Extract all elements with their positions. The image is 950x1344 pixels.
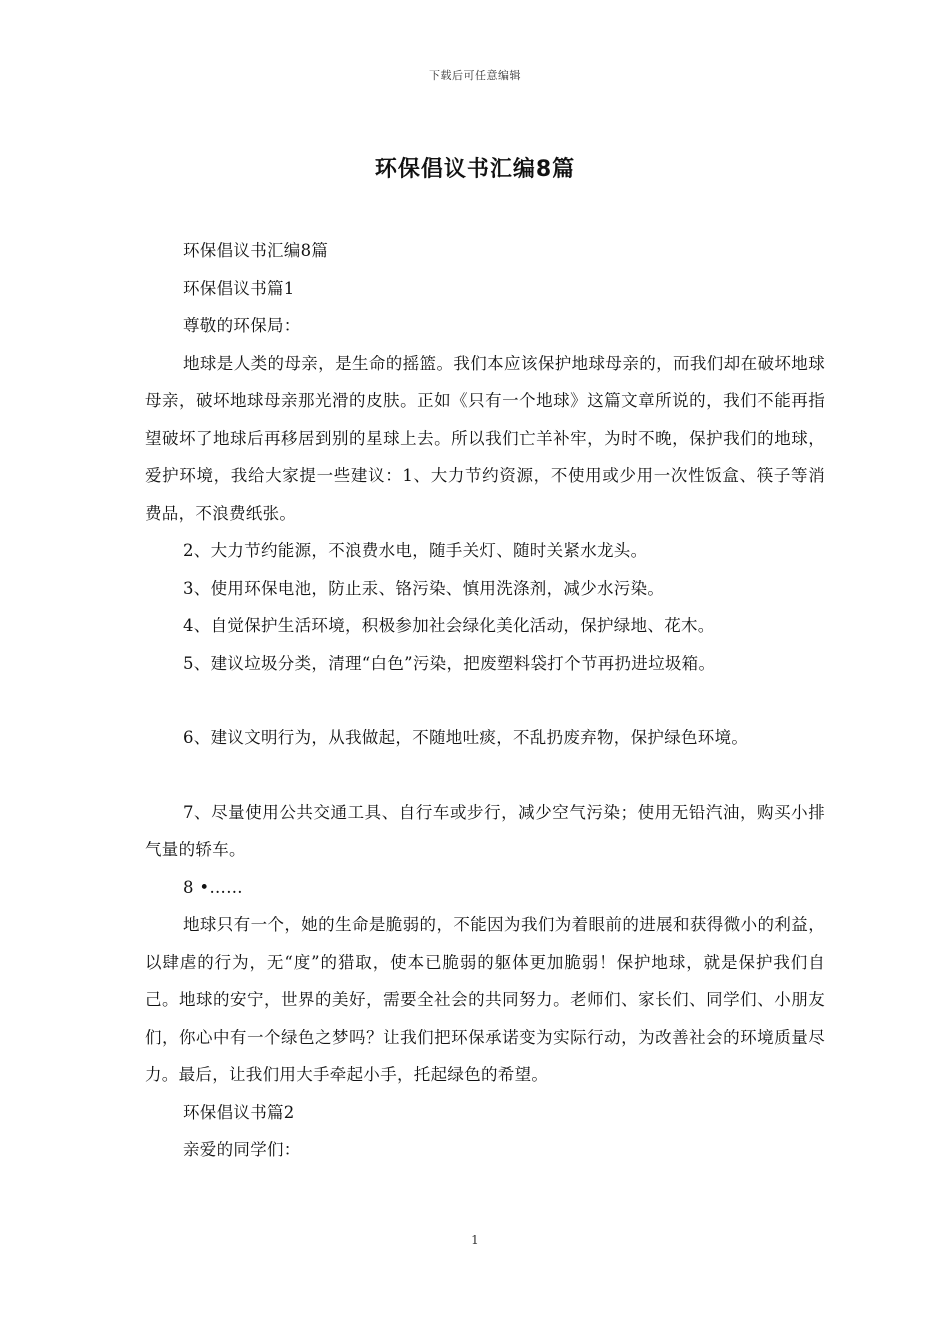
list-item-4: 4、自觉保护生活环境，积极参加社会绿化美化活动，保护绿地、花木。 <box>183 616 715 635</box>
list-item-3: 3、使用环保电池，防止汞、铬污染、慎用洗涤剂，减少水污染。 <box>183 578 665 598</box>
header-note: 下载后可任意编辑 <box>429 69 521 82</box>
spacer <box>145 757 825 794</box>
spacer <box>145 682 825 719</box>
document-title: 环保倡议书汇编8篇 <box>374 157 576 182</box>
section-heading-1: 环保倡议书篇1 <box>183 278 295 298</box>
list-item-5: 5、建议垃圾分类，清理“白色”污染，把废塑料袋打个节再扔进垃圾箱。 <box>183 653 716 673</box>
document-body <box>145 232 825 1169</box>
paragraph-intro: 地球是人类的母亲，是生命的摇篮。我们本应该保护地球母亲的，而我们却在破坏地球母亲，破坏地球母亲那光滑的皮肤。正如《只有一个地球》这篇文章所说的，我们不能再指望破坏了地球后再移居到别的星球上去。所以我们亡羊补牢，为时不晚，保护我们的地球，爱护环境，我给大家提一些建议：1、大力节约资源，不使用或少用一次性饭盒、筷子等消费品，不浪费纸张。 <box>145 353 825 523</box>
section-heading-2: 环保倡议书篇2 <box>183 1102 295 1122</box>
salutation-2: 亲爱的同学们： <box>183 1140 301 1159</box>
paragraph-closing: 地球只有一个，她的生命是脆弱的，不能因为我们为着眼前的进展和获得微小的利益，以肆虐的行为，无“度”的猎取，使本已脆弱的躯体更加脆弱！保护地球，就是保护我们自己。地球的安宁，世界的美好，需要全社会的共同努力。老师们、家长们、同学们、小朋友们，你心中有一个绿色之梦吗？让我们把环保承诺变为实际行动，为改善社会的环境质量尽力。最后，让我们用大手牵起小手，托起绿色的希望。 <box>145 915 825 1084</box>
list-item-2: 2、大力节约能源，不浪费水电，随手关灯、随时关紧水龙头。 <box>183 541 648 560</box>
paragraph-subtitle: 环保倡议书汇编8篇 <box>183 241 329 260</box>
list-item-7: 7、尽量使用公共交通工具、自行车或步行，减少空气污染；使用无铅汽油，购买小排气量的轿车。 <box>145 802 825 859</box>
salutation: 尊敬的环保局： <box>183 316 301 335</box>
list-item-8: 8 •…… <box>183 877 243 897</box>
list-item-6: 6、建议文明行为，从我做起，不随地吐痰，不乱扔废弃物，保护绿色环境。 <box>183 728 749 747</box>
page-number: 1 <box>471 1233 479 1247</box>
